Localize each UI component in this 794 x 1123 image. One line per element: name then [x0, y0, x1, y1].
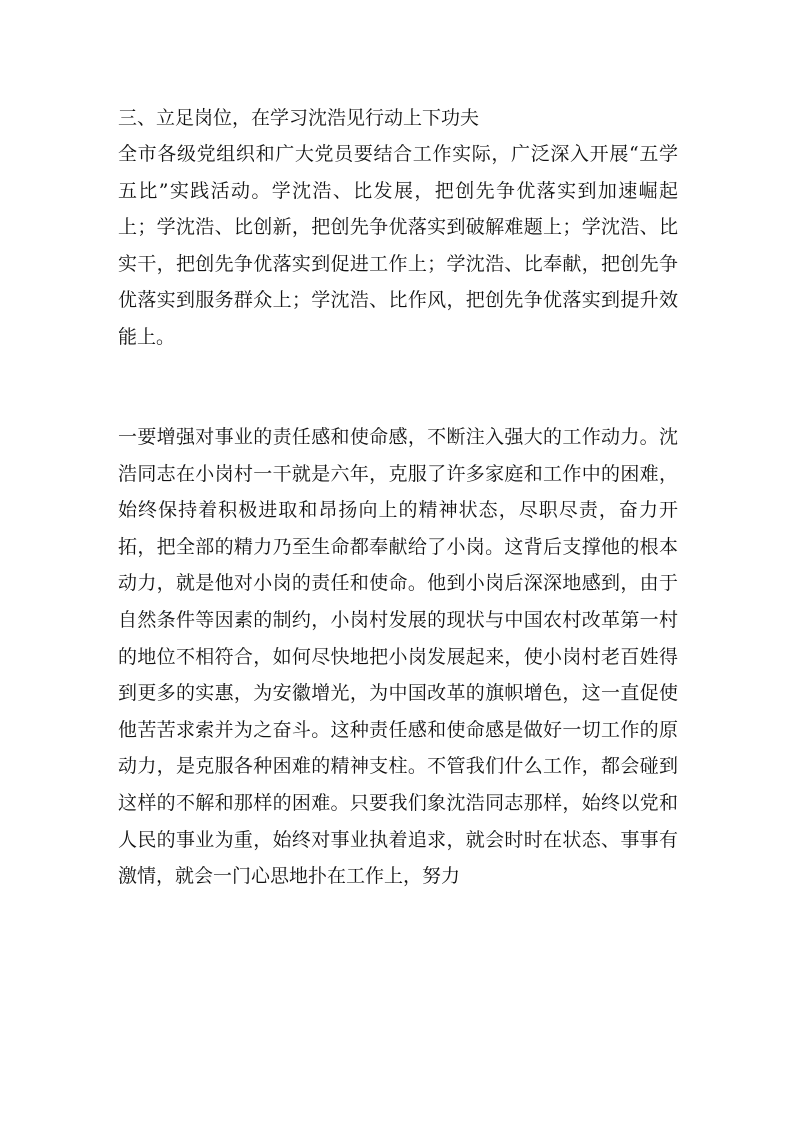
section-heading: 三、立足岗位，在学习沈浩见行动上下功夫 — [118, 107, 480, 129]
paragraph-1: 全市各级党组织和广大党员要结合工作实际，广泛深入开展“五学五比”实践活动。学沈浩、比发展，把创先争优落实到加速崛起上；学沈浩、比创新，把创先争优落实到破解难题上；学沈浩、比实干，把创先争优落实到促进工作上；学沈浩、比奉献，把创先争优落实到服务群众上；学沈浩、比作风，把创先争优落实到提升效能上。 — [118, 143, 678, 348]
paragraph-2: 一要增强对事业的责任感和使命感，不断注入强大的工作动力。沈浩同志在小岗村一干就是六年，克服了许多家庭和工作中的困难，始终保持着积极进取和昂扬向上的精神状态，尽职尽责，奋力开拓，把全部的精力乃至生命都奉献给了小岗。这背后支撑他的根本动力，就是他对小岗的责任和使命。他到小岗后深深地感到，由于自然条件等因素的制约，小岗村发展的现状与中国农村改革第一村的地位不相符合，如何尽快地把小岗发展起来，使小岗村老百姓得到更多的实惠，为安徽增光，为中国改革的旗帜增色，这一直促使他苦苦求索并为之奋斗。这种责任感和使命感是做好一切工作的原动力，是克服各种困难的精神支柱。不管我们什么工作，都会碰到这样的不解和那样的困难。只要我们象沈浩同志那样，始终以党和人民的事业为重，始终对事业执着追求，就会时时在状态、事事有激情，就会一门心思地扑在工作上，努力 — [118, 426, 678, 888]
document-body — [118, 100, 678, 1039]
paragraph-gap — [118, 356, 678, 419]
